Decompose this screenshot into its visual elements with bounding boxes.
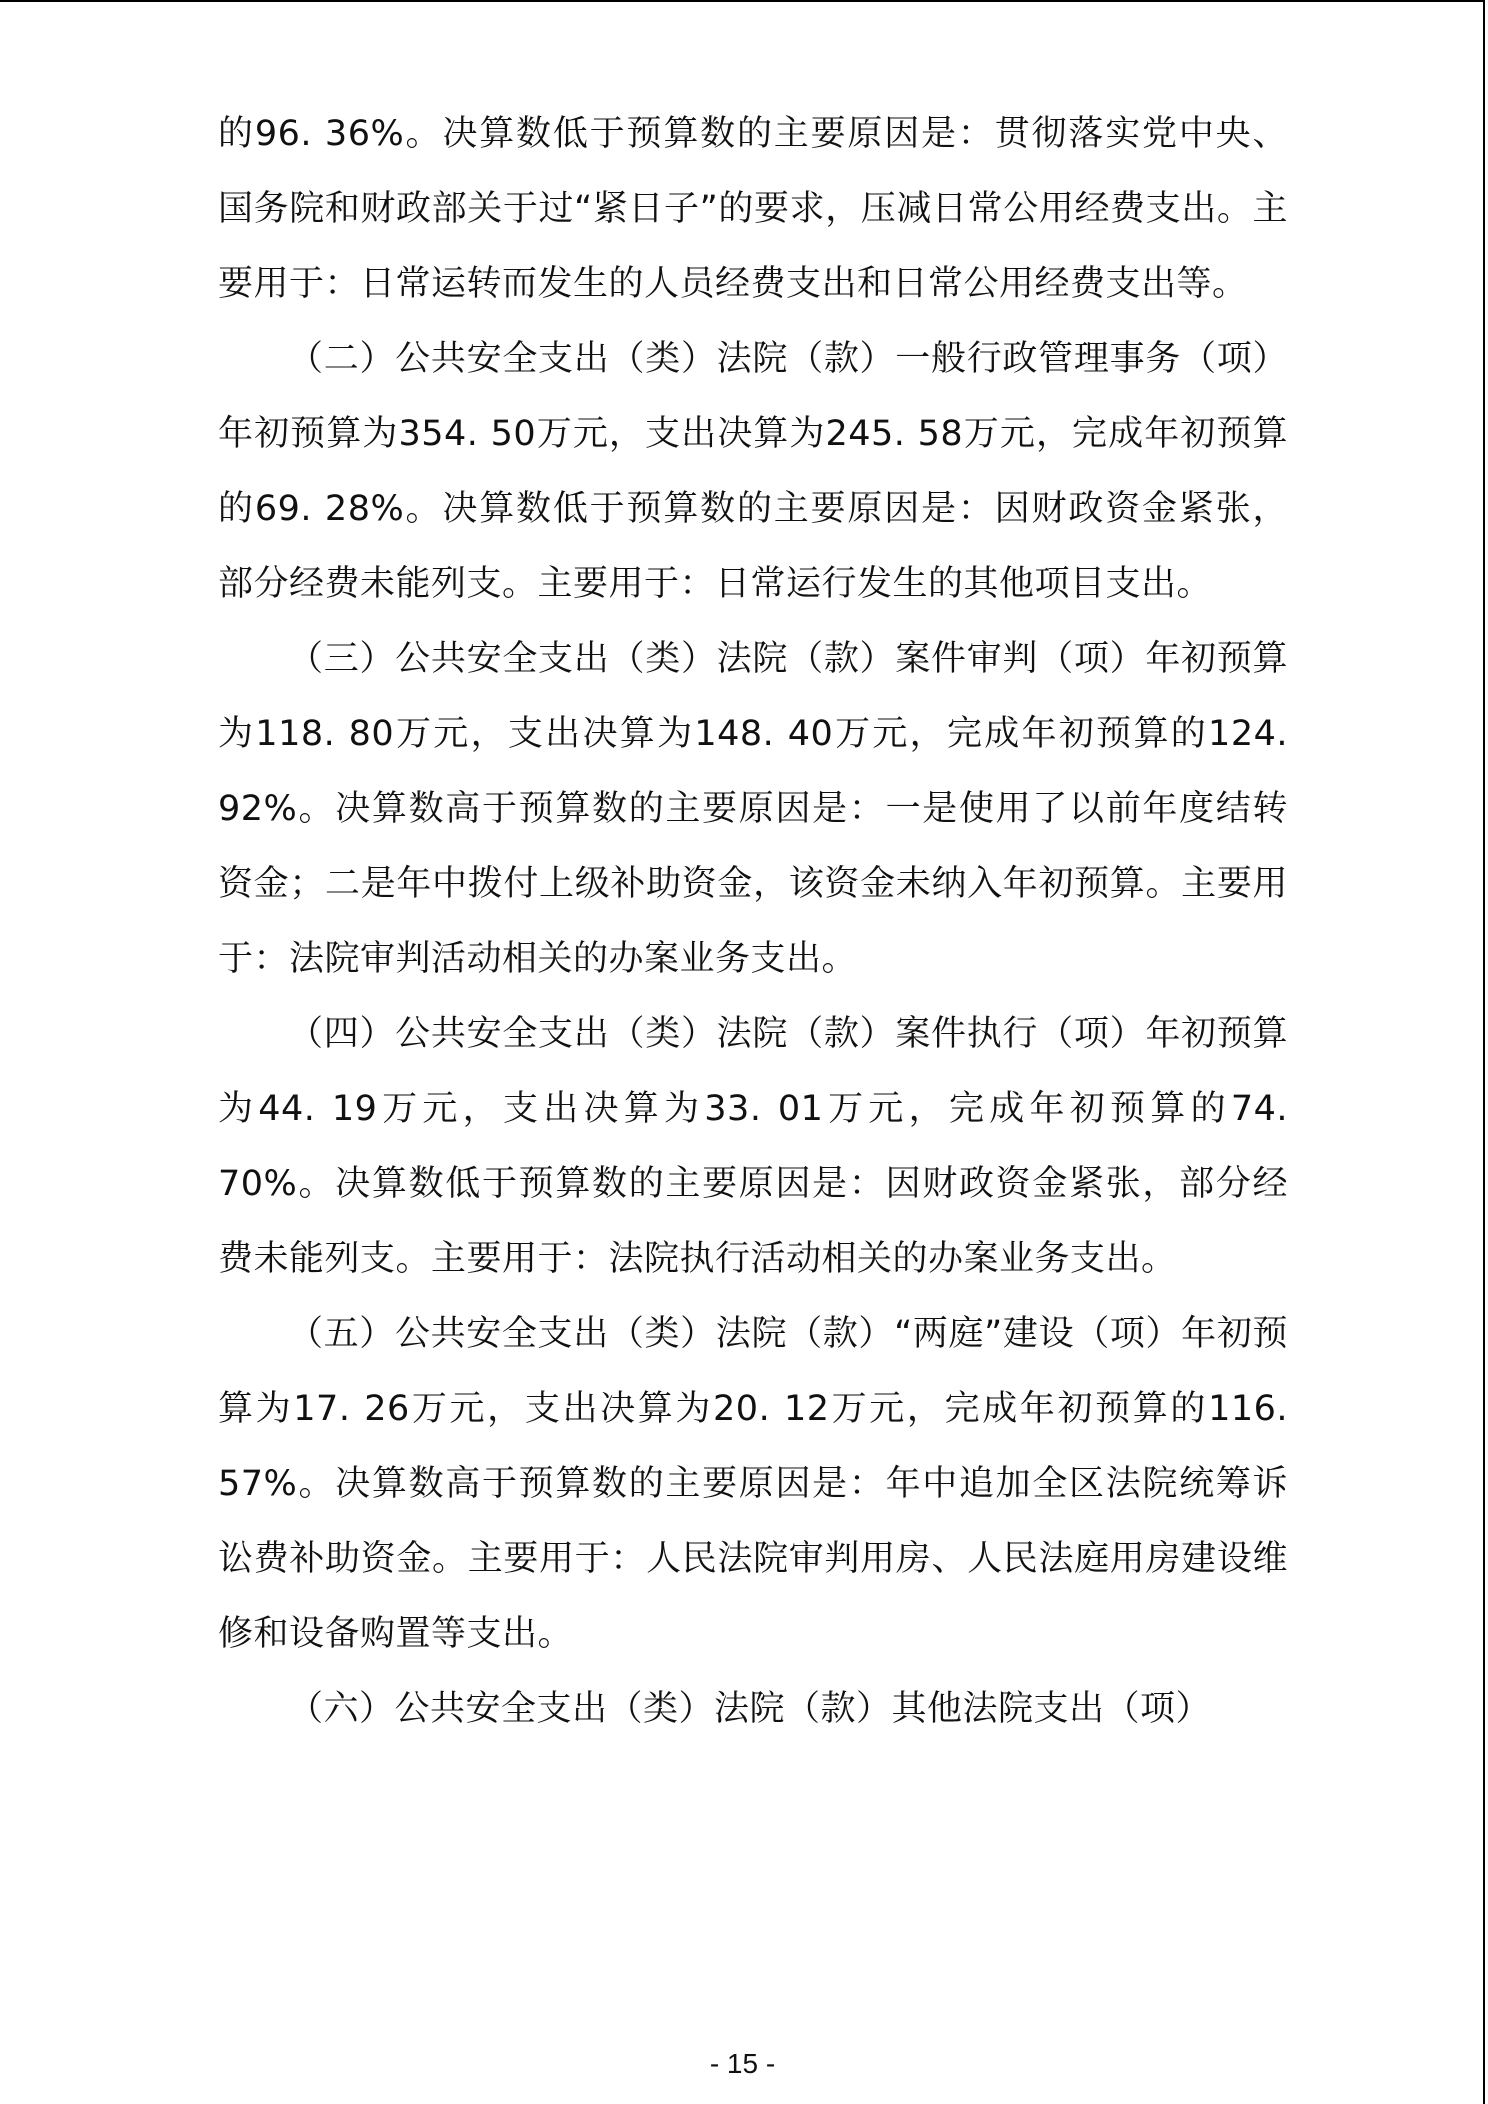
paragraph-continuation: 的96. 36%。决算数低于预算数的主要原因是：贯彻落实党中央、国务院和财政部关于过“紧日子”的要求，压减日常公用经费支出。主要用于：日常运转而发生的人员经费支出和日常公用经费支出等。: [218, 114, 1288, 304]
paragraph-section-3: （三）公共安全支出（类）法院（款）案件审判（项）年初预算为118. 80万元，支出决算为148. 40万元，完成年初预算的124. 92%。决算数高于预算数的主要原因是：一是使用了以前年度结转资金；二是年中拨付上级补助资金，该资金未纳入年初预算。主要用于：法院审判活动相关的办案业务支出。: [218, 639, 1288, 979]
paragraph-section-5: （五）公共安全支出（类）法院（款）“两庭”建设（项）年初预算为17. 26万元，支出决算为20. 12万元，完成年初预算的116. 57%。决算数高于预算数的主要原因是：年中追加全区法院统筹诉讼费补助资金。主要用于：人民法院审判用房、人民法庭用房建设维修和设备购置等支出。: [218, 1314, 1288, 1654]
paragraph-section-4: （四）公共安全支出（类）法院（款）案件执行（项）年初预算为44. 19万元，支出决算为33. 01万元，完成年初预算的74. 70%。决算数低于预算数的主要原因是：因财政资金紧张，部分经费未能列支。主要用于：法院执行活动相关的办案业务支出。: [218, 1014, 1288, 1279]
document-body: [218, 97, 1288, 1747]
paragraph-section-6: （六）公共安全支出（类）法院（款）其他法院支出（项）: [288, 1689, 1212, 1729]
page-number: - 15 -: [709, 2048, 776, 2079]
paragraph-section-2: （二）公共安全支出（类）法院（款）一般行政管理事务（项）年初预算为354. 50万元，支出决算为245. 58万元，完成年初预算的69. 28%。决算数低于预算数的主要原因是：因财政资金紧张，部分经费未能列支。主要用于：日常运行发生的其他项目支出。: [218, 339, 1288, 604]
